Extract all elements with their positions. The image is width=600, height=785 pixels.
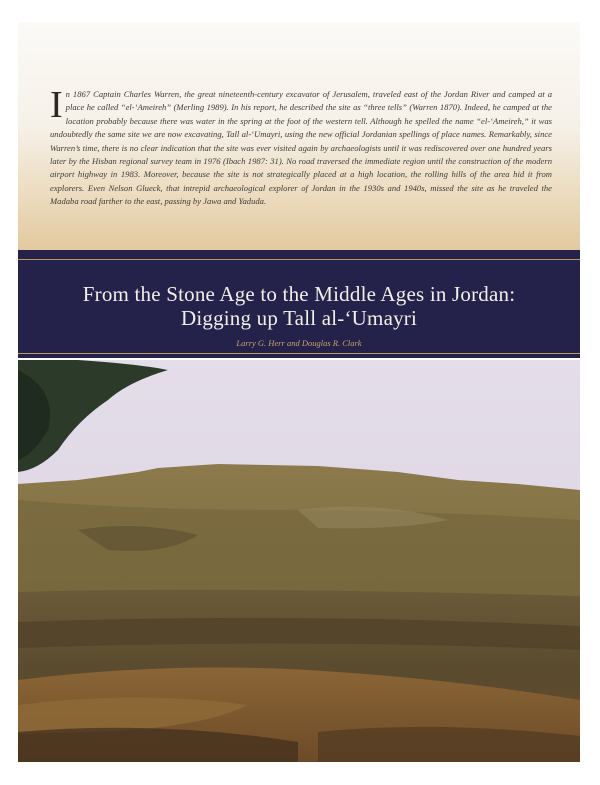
article-title (18, 282, 580, 330)
drop-cap: I (50, 84, 63, 126)
title-line-1: From the Stone Age to the Middle Ages in Jordan: (82, 282, 516, 306)
intro-paragraph (50, 84, 552, 209)
banner-top-rule (18, 259, 580, 260)
intro-body-text: n 1867 Captain Charles Warren, the great nineteenth-century excavator of Jerusalem, traveled east of the Jordan River and camped at a place he called “el-‘Ameireh” (Merling 1989). In his report, he described the site as “three tells” (Warren 1870). Indeed, he camped at the location probably because there was water in the spring at the foot of the western tell. Although he spelled the name “el-‘Ameireh,” it was undoubtedly the same site we are now excavating, Tall al-‘Umayri, using the new official Jordanian spellings of place names. Remarkably, since Warren’s time, there is no clear indication that the site was ever visited again by archaeologists until it was rediscovered over one hundred years later by the Hisban regional survey team in 1976 (Ibach 1987: 31). No road traversed the immediate region until the construction of the modern airport highway in 1983. Moreover, because the site is not strategically placed at a high location, the rolling hills of the area hid it from explorers. Even Nelson Glueck, that intrepid archaeological explorer of Jordan in the 1930s and 1940s, missed the site as he traveled the Madaba road farther to the east, passing by Jawa and Yaduda. (50, 89, 552, 207)
article-authors: Larry G. Herr and Douglas R. Clark (236, 338, 362, 348)
landscape-photo (18, 360, 580, 762)
banner-bottom-rule (18, 353, 580, 354)
magazine-page (18, 22, 580, 762)
title-line-2: Digging up Tall al-‘Umayri (180, 306, 418, 330)
intro-section (18, 22, 580, 250)
title-banner (18, 250, 580, 358)
